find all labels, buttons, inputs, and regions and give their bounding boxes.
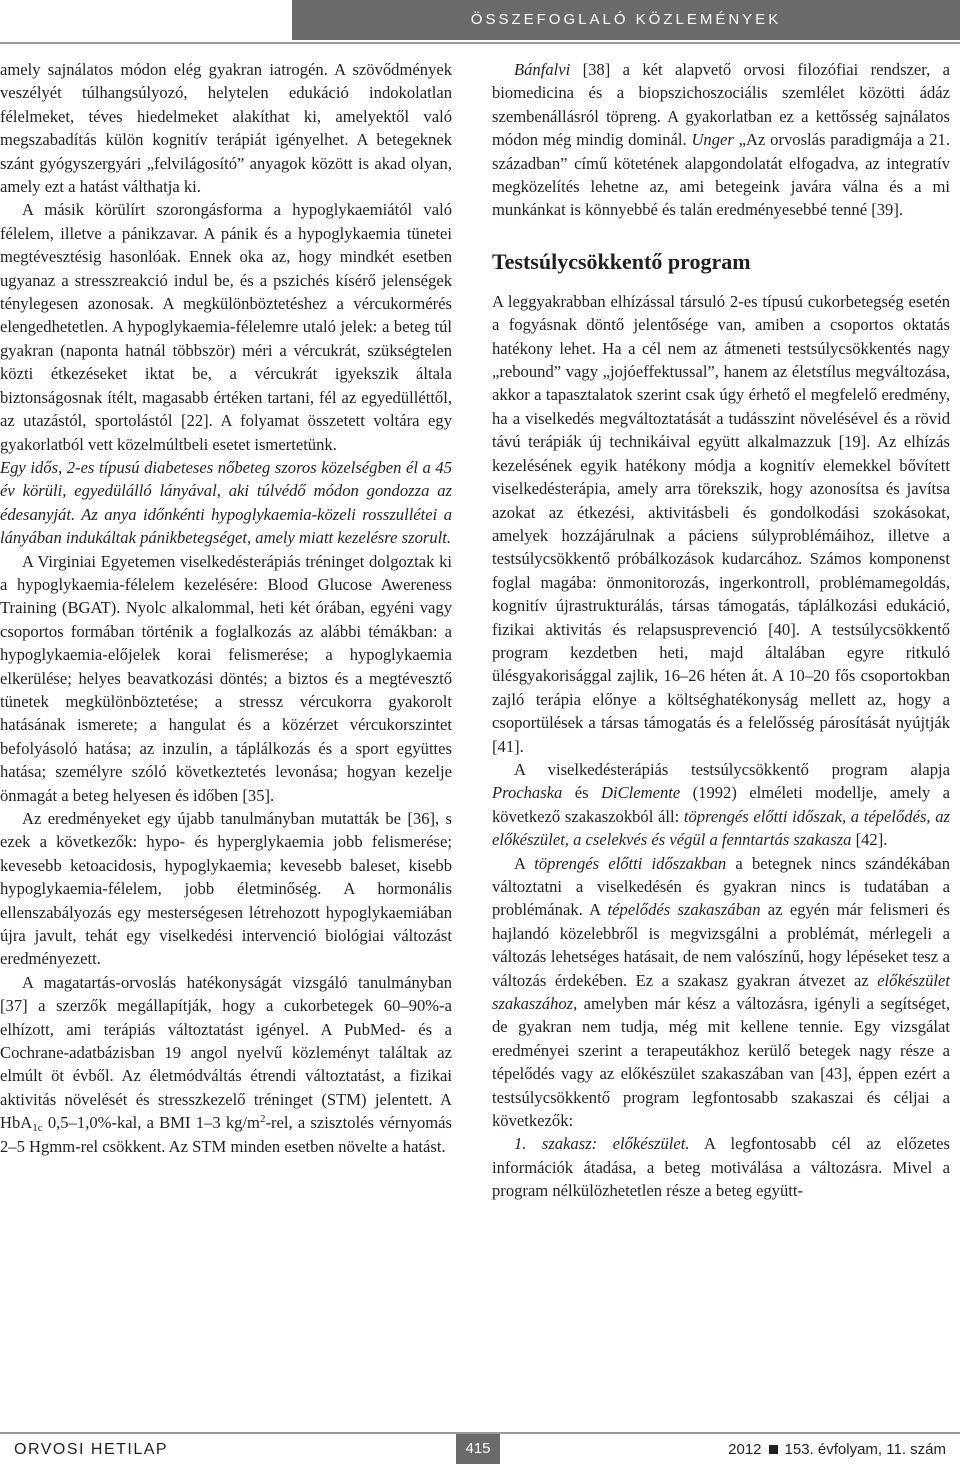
text-run: (1992) elméleti modellje, amely a következő szakaszokból áll: [492,783,950,826]
subscript: 1c [32,1122,43,1135]
paragraph: A Virginiai Egyetemen viselkedésterápiás tréninget dolgoztak ki a hypoglykaemia-félelem kezelésére: Blood Glucose Awereness Training (BGAT). Nyolc alkalommal, heti két órában, egyéni vagy csoportos formában történik a foglalkozás az alábbi témákban: a hypoglykaemia-előjelek korai felismerése; a hypoglykaemia elkerülése; helyes beavatkozási döntés; a biztos és a megtévesztő tünetek megkülönböztetése; a stressz vércukorra gyakorolt hatásának ismerete; a hangulat és a közérzet vércukorszintet befolyásoló hatása; az inzulin, a táplálkozás és a sport együttes hatása; személyre szóló következtetés levonása; hogyan kezelje önmagát a beteg helyesen és időben [35]. [0,551,452,805]
author-name: Unger [691,130,734,150]
paragraph [492,758,950,852]
left-column [0,58,452,1158]
square-bullet-icon [769,1445,778,1454]
text-run: az egyén már felismeri és hajlandó közelebbről is megvizsgálni a problémát, mérlegeli a változás lehetséges hatásait, de nem valószínű, hogy lépéseket tesz a változás érdekében. Ez a szakasz gyakran átvezet az [492,900,950,990]
text-run: [38] a két alapvető orvosi filozófiai rendszer, a biomedicina és a biopszichoszociális szemlélet közötti ádáz szembenállásról töpreng. A gyakorlatban ez a kettősség sajnálatos módon még mindig dominál. [492,60,950,150]
page-number: 415 [456,1434,500,1464]
journal-name: ORVOSI HETILAP [14,1441,169,1458]
text-run: A magatartás-orvoslás hatékonyságát vizsgáló tanulmányban [37] a szerzők megállapítják, hogy a cukorbetegek 60–90%-a elhízott, ami terápiás változtatást igényel. A PubMed- és a Cochrane-adatbázisban 19 angol nyelvű közleményt találtak az elmúlt öt évből. Az életmódváltás étrendi változtatást, a fizikai aktivitás növelését és stresszkezelő tréninget (STM) jelentett. A HbA [0,972,452,1133]
stage-label: 1. szakasz: előkészület. [514,1134,690,1154]
superscript: 2 [259,1113,266,1126]
text-run: „Az orvoslás paradigmája a 21. században” című kötetének alapgondolatát elfogadva, az integratív megközelítés lehetne az, ami betegeink javára válna és a mi munkánkat is könnyebbé és talán eredményesebbé tenné [39]. [492,130,950,220]
right-column [492,58,950,1203]
text-run: a betegnek nincs szándékában változtatni a viselkedésén és gyakran nincs is tudatában a problémának. A [492,853,950,920]
paragraph: A leggyakrabban elhízással társuló 2-es típusú cukorbetegség esetén a fogyásnak döntő jelentősége van, amiben a csoportos oktatás hatékony lehet. Ha a cél nem az átmeneti testsúlycsökkentés nagy „rebound” vagy „jojóeffektussal”, hanem az életstílus megváltozása, akkor a tapasztalatok szerint csak úgy érhető el megfelelő eredmény, ha a viselkedés megváltoztatását a tudásszint növelésével és a rövid távú terápiák új technikáival együtt alkalmazzuk [19]. Az elhízás kezelésének egyik hatékony módja a kognitív elemekkel bővített viselkedésterápia, amely arra törekszik, hogy azonosítsa és javítsa azokat az étkezési, aktivitásbeli és gondolkodási szokásokat, amelyek hozzájárulnak a páciens súlyproblémáihoz, illetve a testsúlycsökkentő próbálkozások kudarcához. Számos komponenst foglal magába: önmonitorozás, ingerkontroll, problémamegoldás, kognitív újrastrukturálás, társas támogatás, táplálkozási edukáció, fizikai aktivitás és relapsusprevenció [40]. A testsúlycsökkentő program kezdetben heti, majd általában egyre ritkuló ülésgyakorisággal zajlik, 16–26 héten át. A 10–20 fős csoportokban zajló terápia előnye a költséghatékonyság mellett az, hogy a csoportülések a társas támogatás és a felelősség párosítását nyújtják [41]. [492,291,950,756]
paragraph: Az eredményeket egy újabb tanulmányban mutatták be [36], s ezek a következők: hypo- és hyperglykaemia jobb felismerése; kevesebb ketoacidosis, hypoglykaemia; kevesebb baleset, kisebb hypoglykaemia-félelem, jobb életminőség. A hormonális ellenszabályozás egy mesterségesen létrehozott hypoglykaemiában újra javult, tehát egy viselkedési intervenció biológiai változást eredményezett. [0,809,452,969]
term: tépelődés szakaszában [607,900,761,920]
text-run: A legfontosabb cél az előzetes információk átadása, a beteg motiválása a változásra. Mivel a program nélkülözhetetlen része a beteg együtt- [492,1134,950,1201]
running-footer [0,1424,960,1464]
stages-list: töprengés előtti időszak, a tépelődés, az előkészület, a cselekvés és végül a fenntartás szakasza [492,806,950,850]
author-name: Bánfalvi [514,60,571,79]
paragraph [492,58,950,222]
text-run: 0,5–1,0%-kal, a BMI 1–3 kg/m [42,1113,260,1133]
author-name: DiClemente [600,783,681,803]
paragraph: A másik körülírt szorongásforma a hypoglykaemiától való félelem, illetve a pánikzavar. A pánik és a hypoglykaemia tünetei megtévesztésig hasonlóak. Ennek oka az, hogy mindkét esetben ugyanaz a stresszreakció indul be, és a pszichés kísérő jelenségek ténylegesen azonosak. A megkülönböztetéshez a vércukormérés elengedhetetlen. A hypoglykaemia-félelemre utaló jelek: a beteg túl gyakran (naponta hatnál többször) méri a vércukrát, szükségtelen közti étkezéseket iktat be, a vércukrát igyekszik általa biztonságosnak ítélt, magasabb értéken tartani, fél az egyedülléttől, az utazástól, sportolástól [22]. A folyamat összetett voltára egy gyakorlatból vett közelmúltbeli esetet ismertetünk. [0,200,452,454]
term: előkészület szakaszához [492,970,950,1014]
case-report-paragraph: Egy idős, 2-es típusú diabeteses nőbeteg szoros közelségben él a 45 év körüli, egyedülálló lányával, aki túlvédő módon gondozza az édesanyját. Az anya időnkénti hypoglykaemia-közeli rosszullétei a lányában indukáltak pánikbetegséget, amely miatt kezelésre szorult. [0,457,452,548]
text-run: , amelyben már kész a változásra, igényli a segítséget, de gyakran nem tudja, még mit kellene tennie. Egy vizsgálat eredményei szerint a terapeutákhoz kerülő betegek nagy része a tépelődés vagy az előkészület szakaszában van [43], éppen ezért a testsúlycsökkentő program legfontosabb szakaszai és céljai a következők: [492,994,950,1131]
section-title: ÖSSZEFOGLALÓ KÖZLEMÉNYEK [470,11,782,28]
volume-issue: 153. évfolyam, 11. szám [784,1441,946,1458]
text-run: [42]. [851,830,888,850]
year: 2012 [728,1441,762,1458]
text-run: és [562,783,601,803]
paragraph [0,971,452,1158]
author-name: Prochaska [492,783,563,803]
header-rule [0,42,960,44]
running-header [0,0,960,44]
text-run: A [514,853,535,873]
text-run: A viselkedésterápiás testsúlycsökkentő program alapja [514,759,950,779]
paragraph [492,852,950,1133]
issue-info [728,1436,946,1464]
text-run: -rel, a szisztolés vérnyomás 2–5 Hgmm-rel csökkent. Az STM minden esetben növelte a hatást. [0,1113,453,1156]
paragraph [492,1132,950,1202]
paragraph: amely sajnálatos módon elég gyakran iatrogén. A szövődmények veszélyét túlhangsúlyozó, helytelen edukáció indokolatlan félelmeket, téves hiedelmeket alakíthat ki, amelyektől való megszabadítás külön kognitív terápiát igényelhet. A betegeknek szánt gyógyszergyári „felvilágosító” anyagok között is akad olyan, amely ezt a hatást válthatja ki. [0,60,452,197]
section-heading: Testsúlycsökkentő program [492,248,751,274]
term: töprengés előtti időszakban [534,853,727,873]
